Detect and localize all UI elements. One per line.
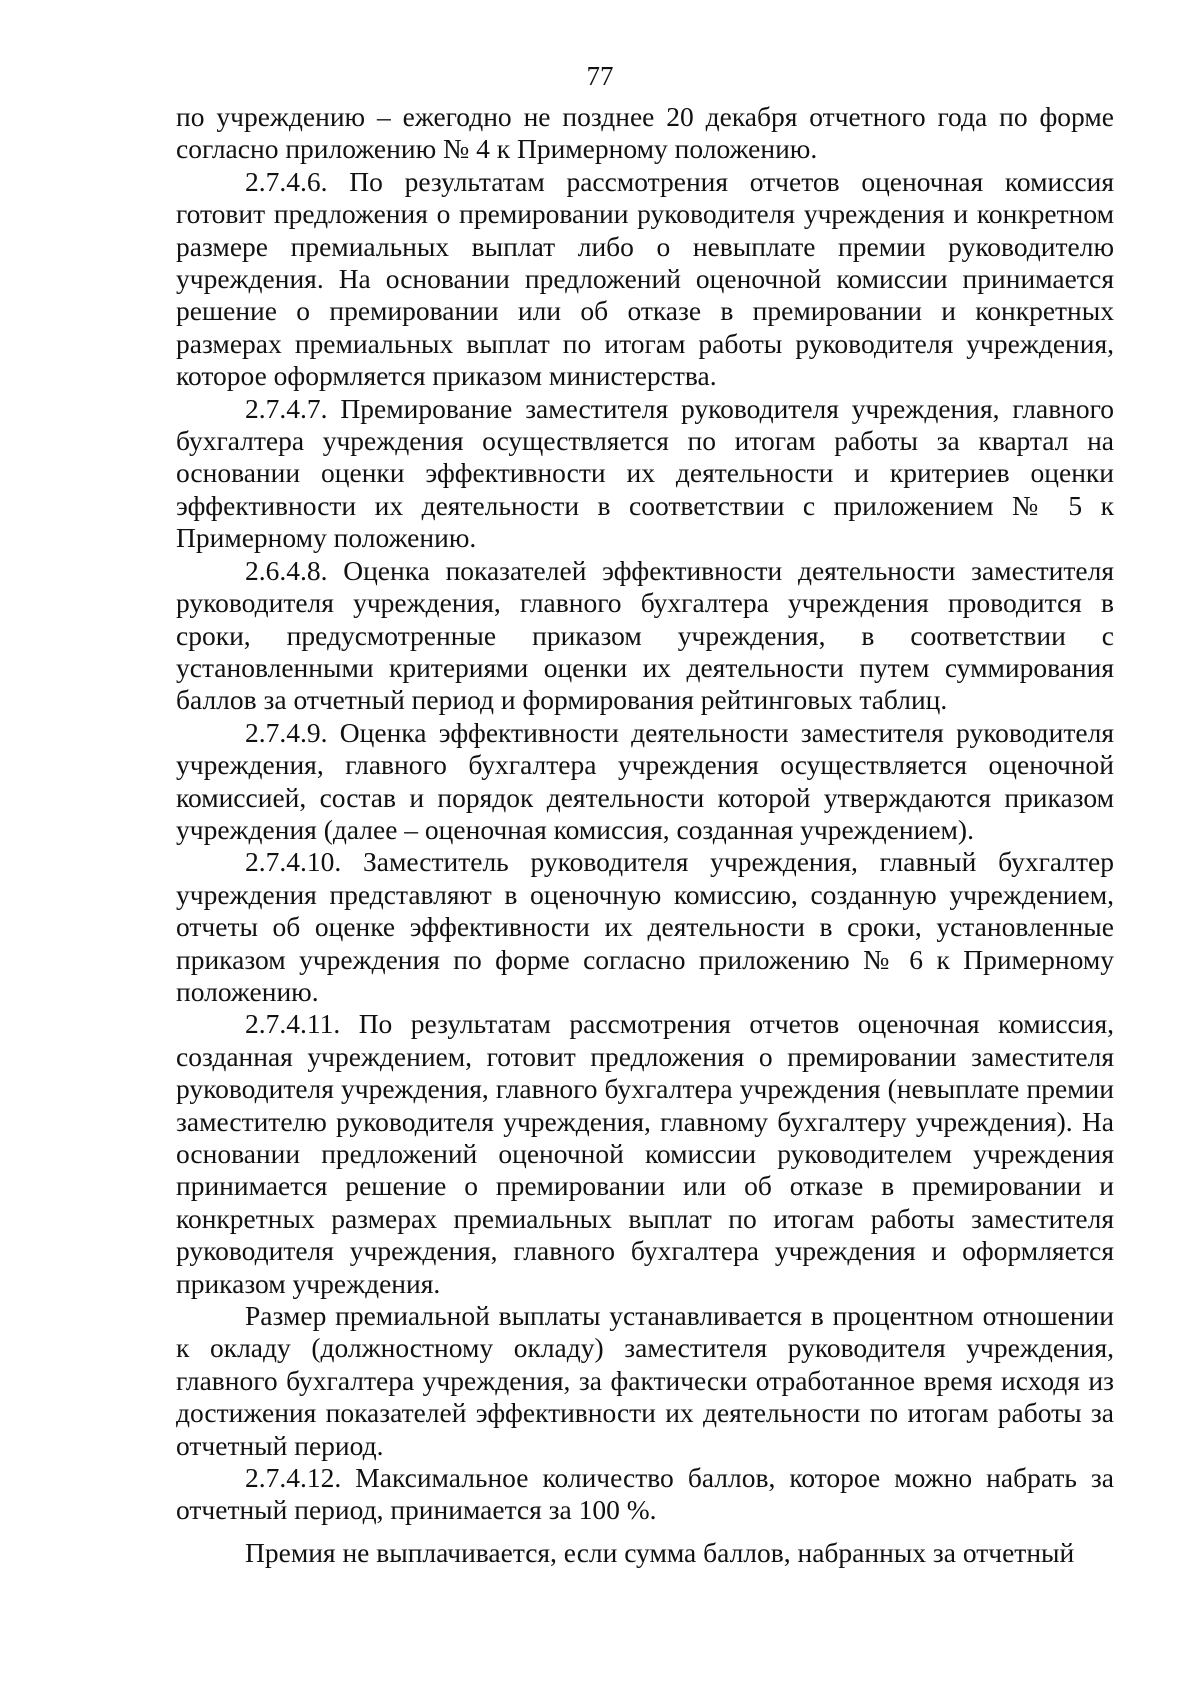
page-number: 77 bbox=[586, 61, 614, 91]
paragraph-2-7-4-12: 2.7.4.12. Максимальное количество баллов, которое можно набрать за отчетный период, принимается за 100 %. bbox=[176, 1462, 1114, 1526]
document-body bbox=[176, 101, 1114, 1569]
paragraph-continuation: по учреждению – ежегодно не позднее 20 декабря отчетного года по форме согласно приложению № 4 к Примерному положению. bbox=[176, 101, 1114, 165]
paragraph-2-7-4-11: 2.7.4.11. По результатам рассмотрения отчетов оценочная комиссия, созданная учреждением, готовит предложения о премировании заместителя руководителя учреждения, главного бухгалтера учреждения (невыплате премии заместителю руководителя учреждения, главному бухгалтеру учреждения). На основании предложений оценочной комиссии руководителем учреждения принимается решение о премировании или об отказе в премировании и конкретных размерах премиальных выплат по итогам работы заместителя руководителя учреждения, главного бухгалтера учреждения и оформляется приказом учреждения. bbox=[176, 1008, 1114, 1299]
paragraph-bonus-not-paid: Премия не выплачивается, если сумма баллов, набранных за отчетный bbox=[245, 1536, 1075, 1568]
paragraph-2-6-4-8: 2.6.4.8. Оценка показателей эффективности деятельности заместителя руководителя учреждения, главного бухгалтера учреждения проводится в сроки, предусмотренные приказом учреждения, в соответствии с установленными критериями оценки их деятельности путем суммирования баллов за отчетный период и формирования рейтинговых таблиц. bbox=[176, 554, 1114, 716]
paragraph-2-7-4-9: 2.7.4.9. Оценка эффективности деятельности заместителя руководителя учреждения, главного бухгалтера учреждения осуществляется оценочной комиссией, состав и порядок деятельности которой утверждаются приказом учреждения (далее – оценочная комиссия, созданная учреждением). bbox=[176, 716, 1114, 845]
paragraph-2-7-4-7: 2.7.4.7. Премирование заместителя руководителя учреждения, главного бухгалтера учреждения осуществляется по итогам работы за квартал на основании оценки эффективности их деятельности и критериев оценки эффективности их деятельности в соответствии с приложением № 5 к Примерному положению. bbox=[176, 392, 1114, 554]
paragraph-2-7-4-6: 2.7.4.6. По результатам рассмотрения отчетов оценочная комиссия готовит предложения о премировании руководителя учреждения и конкретном размере премиальных выплат либо о невыплате премии руководителю учреждения. На основании предложений оценочной комиссии принимается решение о премировании или об отказе в премировании и конкретных размерах премиальных выплат по итогам работы руководителя учреждения, которое оформляется приказом министерства. bbox=[176, 165, 1114, 392]
paragraph-bonus-size: Размер премиальной выплаты устанавливается в процентном отношении к окладу (должностному окладу) заместителя руководителя учреждения, главного бухгалтера учреждения, за фактически отработанное время исходя из достижения показателей эффективности их деятельности по итогам работы за отчетный период. bbox=[176, 1300, 1114, 1461]
paragraph-2-7-4-10: 2.7.4.10. Заместитель руководителя учреждения, главный бухгалтер учреждения представляют в оценочную комиссию, созданную учреждением, отчеты об оценке эффективности их деятельности в сроки, установленные приказом учреждения по форме согласно приложению № 6 к Примерному положению. bbox=[176, 846, 1114, 1007]
